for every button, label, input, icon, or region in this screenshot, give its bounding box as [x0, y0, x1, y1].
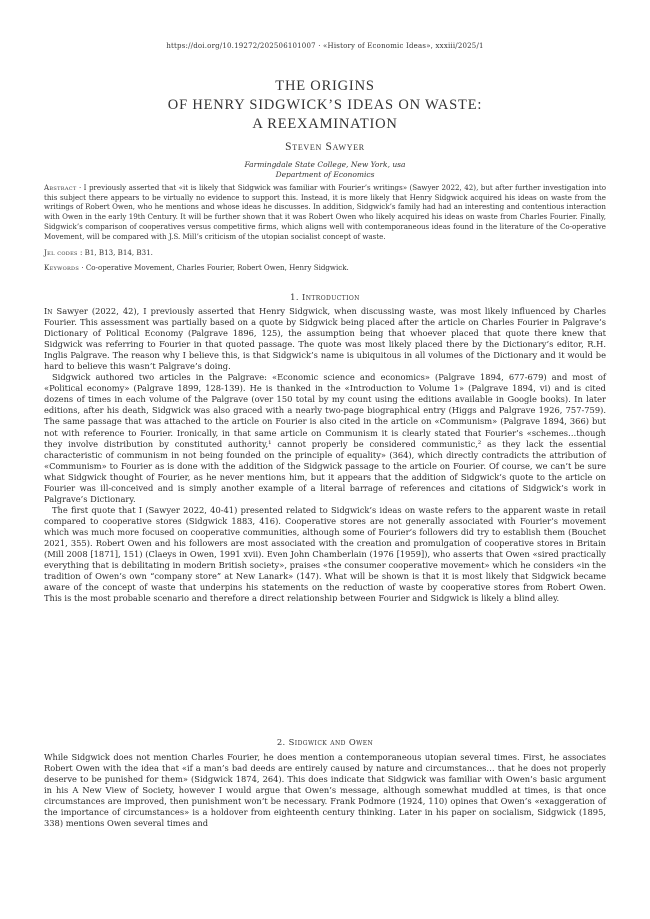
abstract-label: Abstract: [44, 183, 77, 192]
paragraph-text: Sawyer (2022, 42), I previously asserted that Henry Sidgwick, when discussing waste, was most likely influenced by Charles Fourier. This assessment was partially based on a quote by Sidgwick being placed after the article on Charles Fourier in Palgrave’s Dictionary of Political Economy (Palgrave 1896, 125), the assumption being that whoever placed that quote there knew that Sidgwick was referring to Fourier in that quoted passage. The quote was most likely placed there by the Dictionary’s editor, R.H. Inglis Palgrave. The reason why I believe this, is that Sidgwick’s name is ubiquitous in all volumes of the Dictionary and it would be hard to believe this wasn’t Palgrave’s doing.: [44, 306, 606, 372]
keywords: [44, 263, 606, 273]
paragraph: Sidgwick authored two articles in the Palgrave: «Economic science and economics» (Palgrave 1894, 677-679) and most of «Political economy» (Palgrave 1899, 128-139). He is thanked in the «Introduction to Volume 1» (Palgrave 1894, vi) and is cited dozens of times in each volume of the Palgrave (over 150 total by my count using the editions available in Google books). In later editions, after his death, Sidgwick was also graced with a nearly two-page biographical entry (Higgs and Palgrave 1926, 757-759). The same passage that was attached to the article on Fourier is also cited in the article on «Communism» (Palgrave 1894, 366) but not with reference to Fourier. Ironically, in that same article on Communism it is clearly stated that Fourier’s «schemes…though they involve distribution by constituted authority,¹ cannot properly be considered communistic,² as they lack the essential characteristic of communism in not being founded on the principle of equality» (364), which directly contradicts the attribution of «Communism» to Fourier as is done with the addition of the Sidgwick passage to the article on Fourier. Of course, we can’t be sure what Sidgwick thought of Fourier, as he never mentions him, but it appears that the addition of Sidgwick’s quote to the article on Fourier was ill-conceived and is simply another example of a literal barrage of references and citations of Sidgwick’s work in Palgrave’s Dictionary.: [44, 372, 606, 504]
section-introduction-body: [44, 306, 606, 604]
running-header: https://doi.org/10.19272/202506101007 · «History of Economic Ideas», xxxiii/2025/1: [166, 42, 484, 50]
section-sidgwick-owen-body: [44, 752, 606, 829]
paragraph: The first quote that I (Sawyer 2022, 40-41) presented related to Sidgwick’s ideas on waste refers to the apparent waste in retail compared to cooperative stores (Sidgwick 1883, 416). Cooperative stores are not generally associated with Fourier’s movement which was much more focused on cooperative communities, although some of Fourier’s followers did try to establish them (Bouchet 2021, 355). Robert Owen and his followers are most associated with the creation and promulgation of cooperative stores in Britain (Mill 2008 [1871], 151) (Claeys in Owen, 1991 xvii). Even John Chamberlain (1976 [1959]), who asserts that Owen «sired practically everything that is debilitating in modern British society», praises «the consumer cooperative movement» which he considers «in the tradition of Owen’s own “company store” at New Lanark» (147). What will be shown is that it is most likely that Sidgwick became aware of the concept of waste that underpins his statements on the reduction of waste by cooperative stores from Robert Owen. This is the most probable scenario and therefore a direct relationship between Fourier and Sidgwick is likely a blind alley.: [44, 504, 606, 604]
title-line-1: THE ORIGINS: [275, 78, 375, 94]
author-department: Department of Economics: [275, 170, 375, 179]
jel-codes: [44, 248, 606, 258]
section-heading-introduction: 1. Introduction: [290, 292, 360, 302]
keywords-label: Keywords: [44, 263, 80, 272]
abstract: [44, 183, 606, 241]
abstract-text: · I previously asserted that «it is likely that Sidgwick was familiar with Fourier’s writings» (Sawyer 2022, 42), but after further investigation into this subject there appears to be virtually no evidence to support this. Instead, it is more likely that Henry Sidgwick acquired his ideas on waste from the writings of Robert Owen, who he mentions and whose ideas he discusses. In addition, Sidgwick’s family had had an interesting and contentious interaction with Owen in the early 19th Century. It will be further shown that it was Robert Owen who likely acquired his ideas on waste from Charles Fourier. Finally, Sidgwick’s comparison of cooperatives versus competitive firms, which aligns well with contemporaneous ideas found in the literature of the Co-operative Movement, will be compared with J.S. Mill’s criticism of the utopian socialist concept of waste.: [44, 183, 606, 241]
section-heading-sidgwick-and-owen: 2. Sidgwick and Owen: [276, 737, 374, 747]
keywords-text: · Co-operative Movement, Charles Fourier, Robert Owen, Henry Sidgwick.: [79, 263, 349, 272]
author-name: Steven Sawyer: [285, 141, 365, 153]
title-line-3: A REEXAMINATION: [252, 116, 398, 132]
article-title: [0, 77, 650, 134]
paragraph-lead: In: [44, 306, 53, 316]
title-line-2: OF HENRY SIDGWICK’S IDEAS ON WASTE:: [167, 97, 483, 113]
paragraph: [44, 306, 606, 372]
author-affiliation: Farmingdale State College, New York, usa: [244, 160, 406, 169]
jel-label: Jel codes: [44, 248, 78, 257]
jel-text: : B1, B13, B14, B31.: [77, 248, 153, 257]
paragraph: While Sidgwick does not mention Charles Fourier, he does mention a contemporaneous utopian several times. First, he associates Robert Owen with the idea that «if a man’s bad deeds are entirely caused by nature and circumstances… that he does not properly deserve to be punished for them» (Sidgwick 1874, 264). This does indicate that Sidgwick was familiar with Owen’s basic argument in his A New View of Society, however I would argue that Owen’s message, although somewhat muddled at times, is that once circumstances are improved, then punishment won’t be necessary. Frank Podmore (1924, 110) opines that Owen’s «exaggeration of the importance of circumstances» is a holdover from eighteenth century thinking. Later in his paper on socialism, Sidgwick (1895, 338) mentions Owen several times and: [44, 752, 606, 829]
